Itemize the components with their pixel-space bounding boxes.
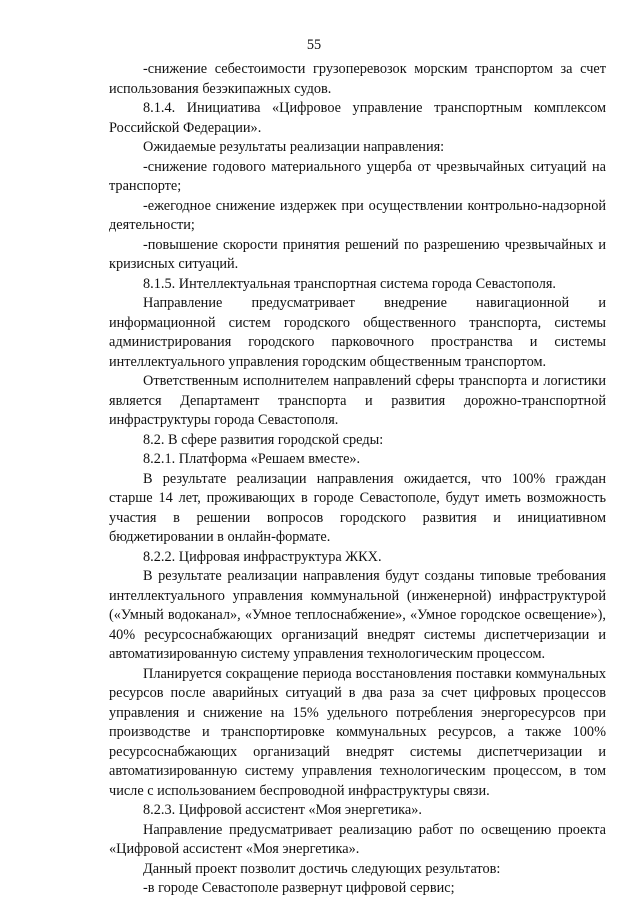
paragraph-section-heading: 8.1.5. Интеллектуальная транспортная система города Севастополя. — [143, 275, 556, 292]
paragraph-section-heading: 8.2.1. Платформа «Решаем вместе». — [143, 451, 361, 467]
paragraph-bullet: -ежегодное снижение издержек при осуществлении контрольно-надзорной деятельности; — [109, 197, 606, 233]
paragraph: Данный проект позволит достичь следующих результатов: — [143, 860, 501, 877]
paragraph-bullet: -повышение скорости принятия решений по разрешению чрезвычайных и кризисных ситуаций. — [109, 236, 606, 272]
document-body — [109, 60, 606, 899]
paragraph-section-heading: 8.2. В сфере развития городской среды: — [143, 431, 384, 448]
page-number: 55 — [306, 37, 322, 53]
paragraph: В результате реализации направления будут созданы типовые требования интеллектуального управления коммунальной (инженерной) инфраструктурой («Умный водоканал», «Умное теплоснабжение», «Умное городское освещение»), 40% ресурсоснабжающих организаций внедрят системы диспетчеризации и автоматизированную систему управления технологическим процессом. — [109, 568, 606, 662]
paragraph-section-heading: 8.2.2. Цифровая инфраструктура ЖКХ. — [143, 548, 382, 565]
paragraph-bullet: -снижение годового материального ущерба от чрезвычайных ситуаций на транспорте; — [109, 158, 606, 194]
paragraph: Направление предусматривает реализацию работ по освещению проекта «Цифровой ассистент «Моя энергетика». — [109, 821, 606, 857]
paragraph-section-heading: 8.1.4. Инициатива «Цифровое управление транспортным комплексом Российской Федерации». — [109, 100, 606, 136]
paragraph-bullet: -в городе Севастополе развернут цифровой сервис; — [143, 880, 455, 896]
paragraph-section-heading: 8.2.3. Цифровой ассистент «Моя энергетика». — [143, 802, 422, 818]
paragraph-bullet: -снижение себестоимости грузоперевозок морским транспортом за счет использования безэкипажных судов. — [109, 61, 606, 97]
paragraph: Направление предусматривает внедрение навигационной и информационной систем городского общественного транспорта, системы администрирования городского парковочного пространства и системы интеллектуального управления городским общественным транспортом. — [109, 295, 606, 370]
paragraph: Планируется сокращение периода восстановления поставки коммунальных ресурсов после аварийных ситуаций в два раза за счет цифровых процессов управления и снижение на 15% удельного потребления энергоресурсов при производстве и транспортировке коммунальных ресурсов, а также 100% ресурсоснабжающих организаций внедрят системы диспетчеризации и автоматизированную систему управления технологическим процессом, в том числе с использованием беспроводной инфраструктуры связи. — [109, 665, 606, 799]
paragraph: В результате реализации направления ожидается, что 100% граждан старше 14 лет, проживающих в городе Севастополе, будут иметь возможность участия в решении вопросов городского развития и инициативном бюджетировании в онлайн-формате. — [109, 470, 606, 545]
paragraph: Ответственным исполнителем направлений сферы транспорта и логистики является Департамент транспорта и развития дорожно-транспортной инфраструктуры города Севастополя. — [109, 373, 606, 428]
paragraph: Ожидаемые результаты реализации направления: — [143, 139, 445, 155]
